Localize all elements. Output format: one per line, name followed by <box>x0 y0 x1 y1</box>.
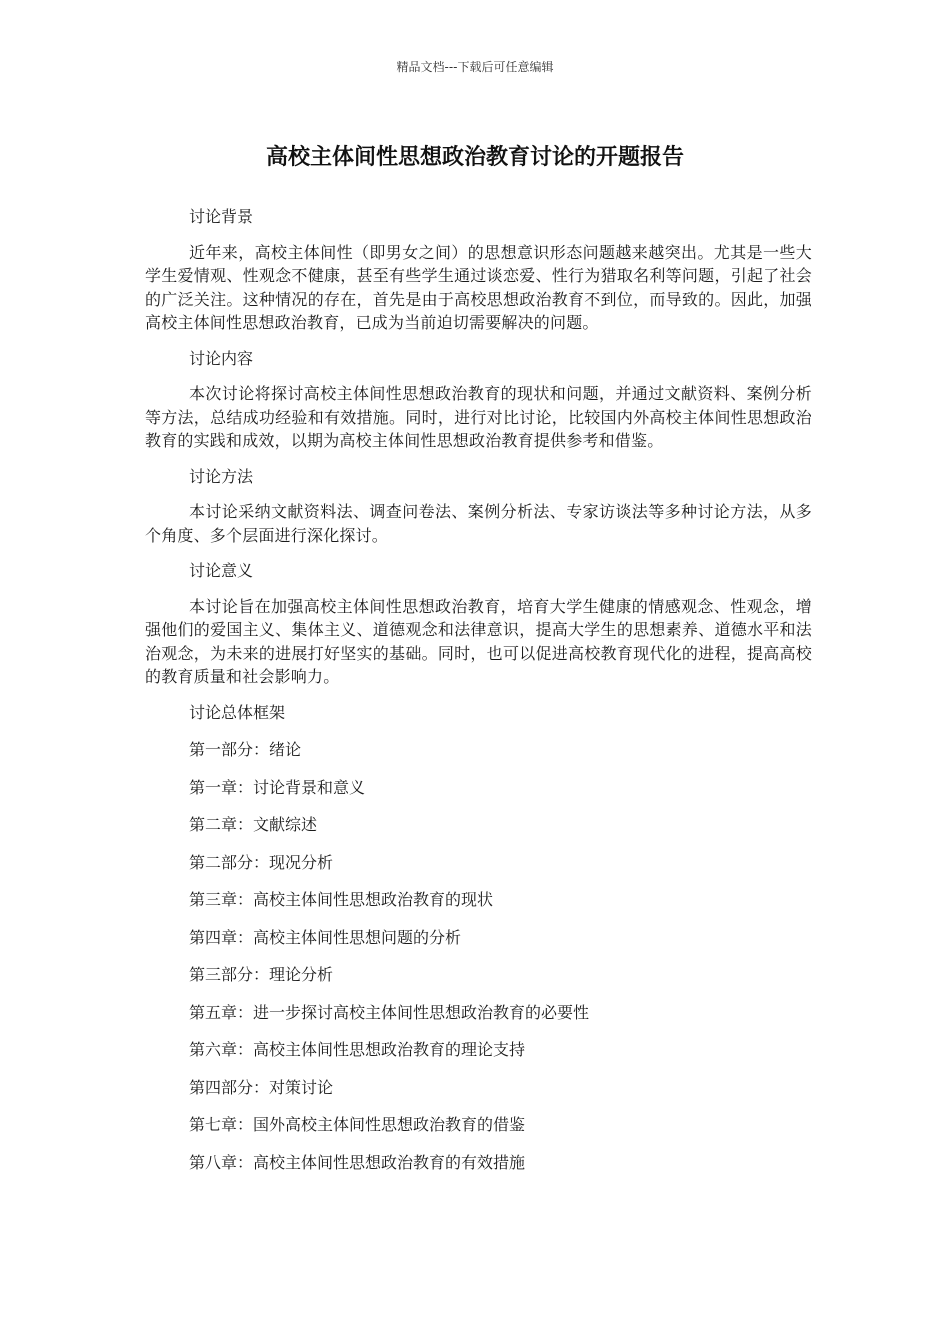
section-paragraph-content: 本次讨论将探讨高校主体间性思想政治教育的现状和问题，并通过文献资料、案例分析等方法，总结成功经验和有效措施。同时，进行对比讨论，比较国内外高校主体间性思想政治教育的实践和成效，以期为高校主体间性思想政治教育提供参考和借鉴。 <box>145 384 812 450</box>
section-heading-background: 讨论背景 <box>189 207 254 226</box>
outline-item: 第二章：文献综述 <box>189 815 318 834</box>
outline-item: 第八章：高校主体间性思想政治教育的有效措施 <box>189 1152 526 1172</box>
outline-item: 第四部分：对策讨论 <box>189 1077 334 1097</box>
outline-item: 第三部分：理论分析 <box>189 965 334 984</box>
outline-item: 第三章：高校主体间性思想政治教育的现状 <box>189 890 494 909</box>
section-paragraph-significance: 本讨论旨在加强高校主体间性思想政治教育，培育大学生健康的情感观念、性观念，增强他们的爱国主义、集体主义、道德观念和法律意识，提高大学生的思想素养、道德水平和法治观念，为未来的进展打好坚实的基础。同时，也可以促进高校教育现代化的进程，提高高校的教育质量和社会影响力。 <box>145 596 812 686</box>
section-paragraph-method: 本讨论采纳文献资料法、调查问卷法、案例分析法、专家访谈法等多种讨论方法，从多个角度、多个层面进行深化探讨。 <box>145 502 812 545</box>
outline-item: 第一部分：绪论 <box>189 740 302 759</box>
outline-item: 第六章：高校主体间性思想政治教育的理论支持 <box>189 1040 526 1059</box>
framework-outline <box>145 738 812 1174</box>
document-body <box>145 205 812 1188</box>
outline-item: 第二部分：现况分析 <box>189 852 334 872</box>
outline-item: 第四章：高校主体间性思想问题的分析 <box>189 927 462 947</box>
section-paragraph-background: 近年来，高校主体间性（即男女之间）的思想意识形态问题越来越突出。尤其是一些大学生爱情观、性观念不健康，甚至有些学生通过谈恋爱、性行为猎取名利等问题，引起了社会的广泛关注。这种情况的存在，首先是由于高校思想政治教育不到位，而导致的。因此，加强高校主体间性思想政治教育，已成为当前迫切需要解决的问题。 <box>145 242 812 332</box>
section-heading-method: 讨论方法 <box>189 466 254 486</box>
document-title: 高校主体间性思想政治教育讨论的开题报告 <box>265 145 684 170</box>
header-note: 精品文档---下载后可任意编辑 <box>396 60 554 74</box>
section-heading-significance: 讨论意义 <box>189 561 254 580</box>
outline-item: 第一章：讨论背景和意义 <box>189 777 366 797</box>
outline-item: 第七章：国外高校主体间性思想政治教育的借鉴 <box>189 1115 526 1134</box>
section-heading-framework: 讨论总体框架 <box>189 702 286 722</box>
section-heading-content: 讨论内容 <box>189 348 254 368</box>
outline-item: 第五章：进一步探讨高校主体间性思想政治教育的必要性 <box>189 1002 590 1022</box>
